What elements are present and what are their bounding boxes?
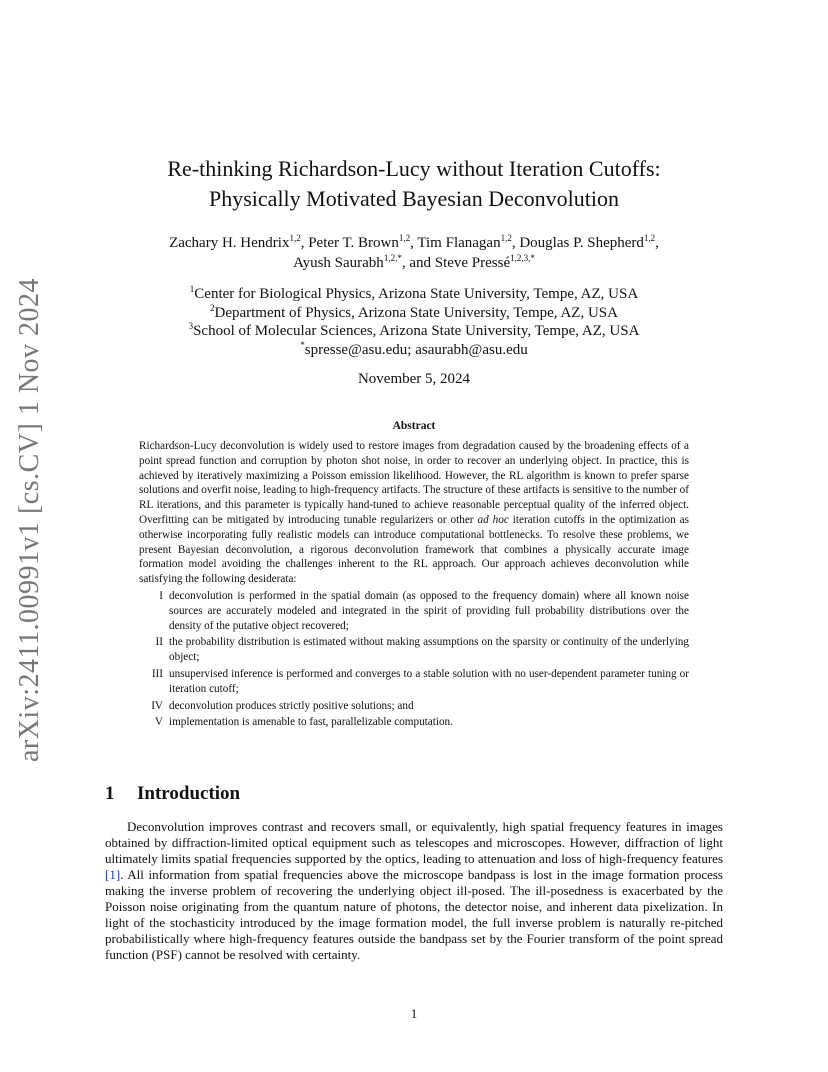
paper-date: November 5, 2024 <box>357 371 471 387</box>
desiderata-text: deconvolution produces strictly positive solutions; and <box>169 699 414 712</box>
desiderata-item <box>139 715 689 730</box>
affiliation-1 <box>0 285 828 304</box>
desiderata-text: deconvolution is performed in the spatial domain (as opposed to the frequency domain) where all known noise sources are accurately modeled and integrated in the spirit of providing full probability distributions over the density of the putative object recovered; <box>169 589 689 632</box>
desiderata-text: implementation is amenable to fast, parallelizable computation. <box>169 716 453 729</box>
desiderata-number: IV <box>151 699 163 712</box>
title-line-2: Physically Motivated Bayesian Deconvolution <box>209 186 619 211</box>
affiliation-sup: 2 <box>210 302 215 313</box>
author-affil-sup: 1,2 <box>289 233 301 243</box>
author-affil-sup: 1,2 <box>500 233 512 243</box>
paper-title <box>0 154 828 214</box>
affiliation-sup: 3 <box>188 321 194 332</box>
affiliation-text: Department of Physics, Arizona State University, Tempe, AZ, USA <box>214 304 618 321</box>
desiderata-number: III <box>151 667 163 680</box>
author-name: Peter T. Brown <box>308 235 399 251</box>
author-list <box>0 233 828 273</box>
title-line-1: Re-thinking Richardson-Lucy without Iteration Cutoffs: <box>167 156 661 181</box>
author-name: Tim Flanagan <box>417 235 501 251</box>
author-line-1: Zachary H. Hendrix$^{1,2}$, Peter T. Brown$^{1,2}$, Tim Flanagan$^{1,2}$, Douglas P. Shepherd$^{1,2}$, <box>169 233 659 251</box>
citation-link[interactable]: [1] <box>105 867 121 882</box>
abstract-text: Richardson-Lucy deconvolution is widely used to restore images from degradation caused by the broadening effects of a point spread function and corruption by photon shot noise, in order to recover an underlying object. In practice, this is achieved by iteratively maximizing a Poisson emission likelihood. However, the RL algorithm is known to prefer sparse solutions and overfit noise, leading to high-frequency artifacts. The structure of these artifacts is sensitive to the number of RL iterations, and this parameter is typically hand-tuned to achieve reasonable perceptual quality of the inferred object. Overfitting can be mitigated by introducing tunable regularizers or other <box>139 440 689 526</box>
desiderata-list <box>139 589 689 730</box>
email-sup: * <box>300 339 305 350</box>
arxiv-id-label: arXiv:2411.00991v1 [cs.CV] 1 Nov 2024 <box>14 277 45 763</box>
author-name: Ayush Saurabh <box>293 255 384 271</box>
affiliation-3 <box>0 322 828 341</box>
email-text: spresse@asu.edu; asaurabh@asu.edu <box>304 341 528 358</box>
affiliation-text: School of Molecular Sciences, Arizona State University, Tempe, AZ, USA <box>193 323 640 340</box>
author-affil-sup: 1,2 <box>398 233 411 243</box>
author-name: Douglas P. Shepherd <box>519 235 644 251</box>
intro-text: Deconvolution improves contrast and recovers small, or equivalently, high spatial frequency features in images obtained by diffraction-limited optical equipment such as telescopes and microscopes. However, diffraction of light ultimately limits spatial frequencies supported by the optics, leading to attenuation and loss of high-frequency features <box>105 819 723 866</box>
author-affil-sup: 1,2,3,* <box>510 253 535 263</box>
contact-emails <box>0 341 828 360</box>
abstract-heading: Abstract <box>392 420 436 432</box>
desiderata-item <box>139 667 689 697</box>
page-number: 1 <box>410 1006 418 1021</box>
author-name: Zachary H. Hendrix <box>169 235 290 251</box>
section-title: Introduction <box>137 783 241 804</box>
author-line-2 <box>0 253 828 273</box>
abstract-italic-term: ad hoc <box>477 513 509 526</box>
desiderata-number: II <box>155 636 163 649</box>
intro-paragraph <box>105 819 723 963</box>
affiliation-sup: 1 <box>189 284 195 294</box>
abstract-body <box>139 439 689 732</box>
desiderata-text: unsupervised inference is performed and converges to a stable solution with no user-dependent parameter tuning or iteration cutoff; <box>169 667 689 695</box>
author-affil-sup: 1,2 <box>643 233 656 243</box>
section-number: 1 <box>105 783 115 804</box>
desiderata-item <box>139 699 689 714</box>
intro-text: . All information from spatial frequencies above the microscope bandpass is lost in the image formation process making the inverse problem of recovering the underlying object ill-posed. The ill-posedness is exacerbated by the Poisson noise originating from the quantum nature of photons, the detector noise, and inherent data pixelization. In light of the stochasticity introduced by the image formation model, the full inverse problem is naturally re-pitched probabilistically where high-frequency features outside the bandpass set by the Fourier transform of the point spread function (PSF) cannot be resolved with certainty. <box>105 867 723 962</box>
affiliation-text: Center for Biological Physics, Arizona State University, Tempe, AZ, USA <box>194 286 639 302</box>
section-heading <box>105 783 240 805</box>
affiliations <box>0 285 828 359</box>
desiderata-number: I <box>159 589 163 602</box>
desiderata-item <box>139 589 689 633</box>
author-and: , and <box>401 255 435 271</box>
affiliation-2 <box>0 304 828 323</box>
author-name: Steve Pressé <box>434 255 511 271</box>
desiderata-item <box>139 635 689 665</box>
desiderata-number: V <box>154 716 163 729</box>
abstract-paragraph <box>139 439 689 587</box>
author-affil-sup: 1,2,* <box>383 253 402 263</box>
desiderata-text: the probability distribution is estimated without making assumptions on the sparsity or continuity of the underlying object; <box>169 636 689 664</box>
abstract-text: iteration cutoffs in the optimization as otherwise incorporating fully realistic models can introduce computational bottlenecks. To resolve these problems, we present Bayesian deconvolution, a rigorous deconvolution framework that combines a physically accurate image formation model avoiding the challenges inherent to the RL approach. Our approach achieves deconvolution while satisfying the following desiderata: <box>139 513 689 586</box>
